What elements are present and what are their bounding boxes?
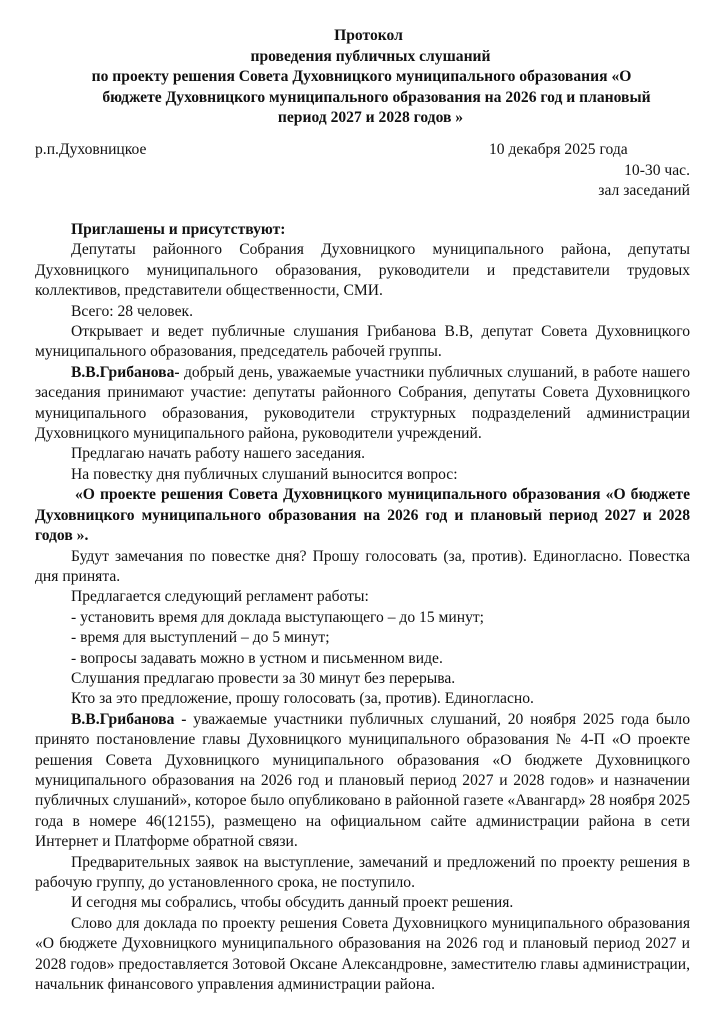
- floor-given: Слово для доклада по проекту решения Совета Духовницкого муниципального образования «О бюджете Духовницкого муниципального образования на 2026 год и плановый период 2027 и 2028 годов» предоставляется Зотовой Оксане Александровне, заместителю главы администрации, начальник финансового управления администрации района.: [35, 914, 690, 994]
- invited-text: Депутаты районного Собрания Духовницкого муниципального района, депутаты Духовницкого муниципального образования, руководители и представители трудовых коллективов, представители общественности, СМИ.: [35, 241, 690, 300]
- title-line: период 2027 и 2028 годов »: [277, 109, 464, 126]
- invited-heading: Приглашены и присутствуют:: [71, 221, 286, 238]
- opening-paragraph: Открывает и ведет публичные слушания Грибанова В.В, депутат Совета Духовницкого муниципального образования, председатель рабочей группы.: [35, 323, 690, 361]
- rule-item: - время для выступлений – до 5 минут;: [71, 629, 330, 647]
- date: 10 декабря 2025 года: [489, 141, 628, 158]
- title-line: бюджете Духовницкого муниципального образования на 2026 год и плановый: [102, 88, 651, 106]
- time: 10-30 час.: [624, 161, 690, 179]
- rules-intro: Предлагается следующий регламент работы:: [71, 588, 369, 606]
- speech-1: [35, 363, 690, 445]
- title-line: по проекту решения Совета Духовницкого муниципального образования «О: [91, 68, 632, 85]
- rule-item: - установить время для доклада выступающего – до 15 минут;: [71, 608, 485, 626]
- agenda-item: «О проекте решения Совета Духовницкого муниципального образования «О бюджете Духовницкого муниципального образования на 2026 год и плановый период 2027 и 2028 годов ».: [35, 486, 690, 545]
- propose-start: Предлагаю начать работу нашего заседания.: [71, 445, 366, 463]
- rule-item: - вопросы задавать можно в устном и письменном виде.: [71, 649, 443, 667]
- agenda-intro: На повестку дня публичных слушаний выносится вопрос:: [71, 465, 458, 483]
- no-requests: Предварительных заявок на выступление, замечаний и предложений по проекту решения в рабочую группу, до установленного срока, не поступило.: [35, 853, 690, 891]
- today-paragraph: И сегодня мы собрались, чтобы обсудить данный проект решения.: [71, 894, 514, 912]
- speech-text: добрый день, уважаемые участники публичных слушаний, в работе нашего заседания принимают участие: депутаты районного Собрания, депутаты Совета Духовницкого муниципального образования, руководители структурных подразделений администрации Духовницкого муниципального района, руководители учреждений.: [35, 363, 690, 443]
- document-body: [35, 220, 690, 995]
- speech-text: уважаемые участники публичных слушаний, 20 ноября 2025 года было принято постановление главы Духовницкого муниципального образования № 4-П «О проекте решения Совета Духовницкого муниципального образования «О бюджете Духовницкого муниципального образования на 2026 год и плановый период 2027 и 2028 годов» и назначении публичных слушаний», которое было опубликовано в районной газете «Авангард» 28 ноября 2025 года в номере 46(12155), размещено на официальном сайте администрации района в сети Интернет и Платформе обратной связи.: [35, 710, 690, 851]
- title-line: проведения публичных слушаний: [250, 47, 491, 65]
- agenda-vote: Будут замечания по повестке дня? Прошу голосовать (за, против). Единогласно. Повестка дня принята.: [35, 547, 690, 585]
- duration: Слушания предлагаю провести за 30 минут без перерыва.: [71, 669, 456, 687]
- speech-2: [35, 710, 690, 853]
- document-title: [0, 26, 723, 129]
- total-attendees: Всего: 28 человек.: [71, 302, 193, 320]
- title-line: Протокол: [334, 27, 403, 44]
- venue: зал заседаний: [598, 182, 690, 199]
- speaker-name: В.В.Грибанова-: [71, 363, 180, 381]
- rules-vote: Кто за это предложение, прошу голосовать (за, против). Единогласно.: [71, 690, 534, 708]
- speaker-name: В.В.Грибанова -: [71, 710, 187, 728]
- place: р.п.Духовницкое: [35, 141, 147, 158]
